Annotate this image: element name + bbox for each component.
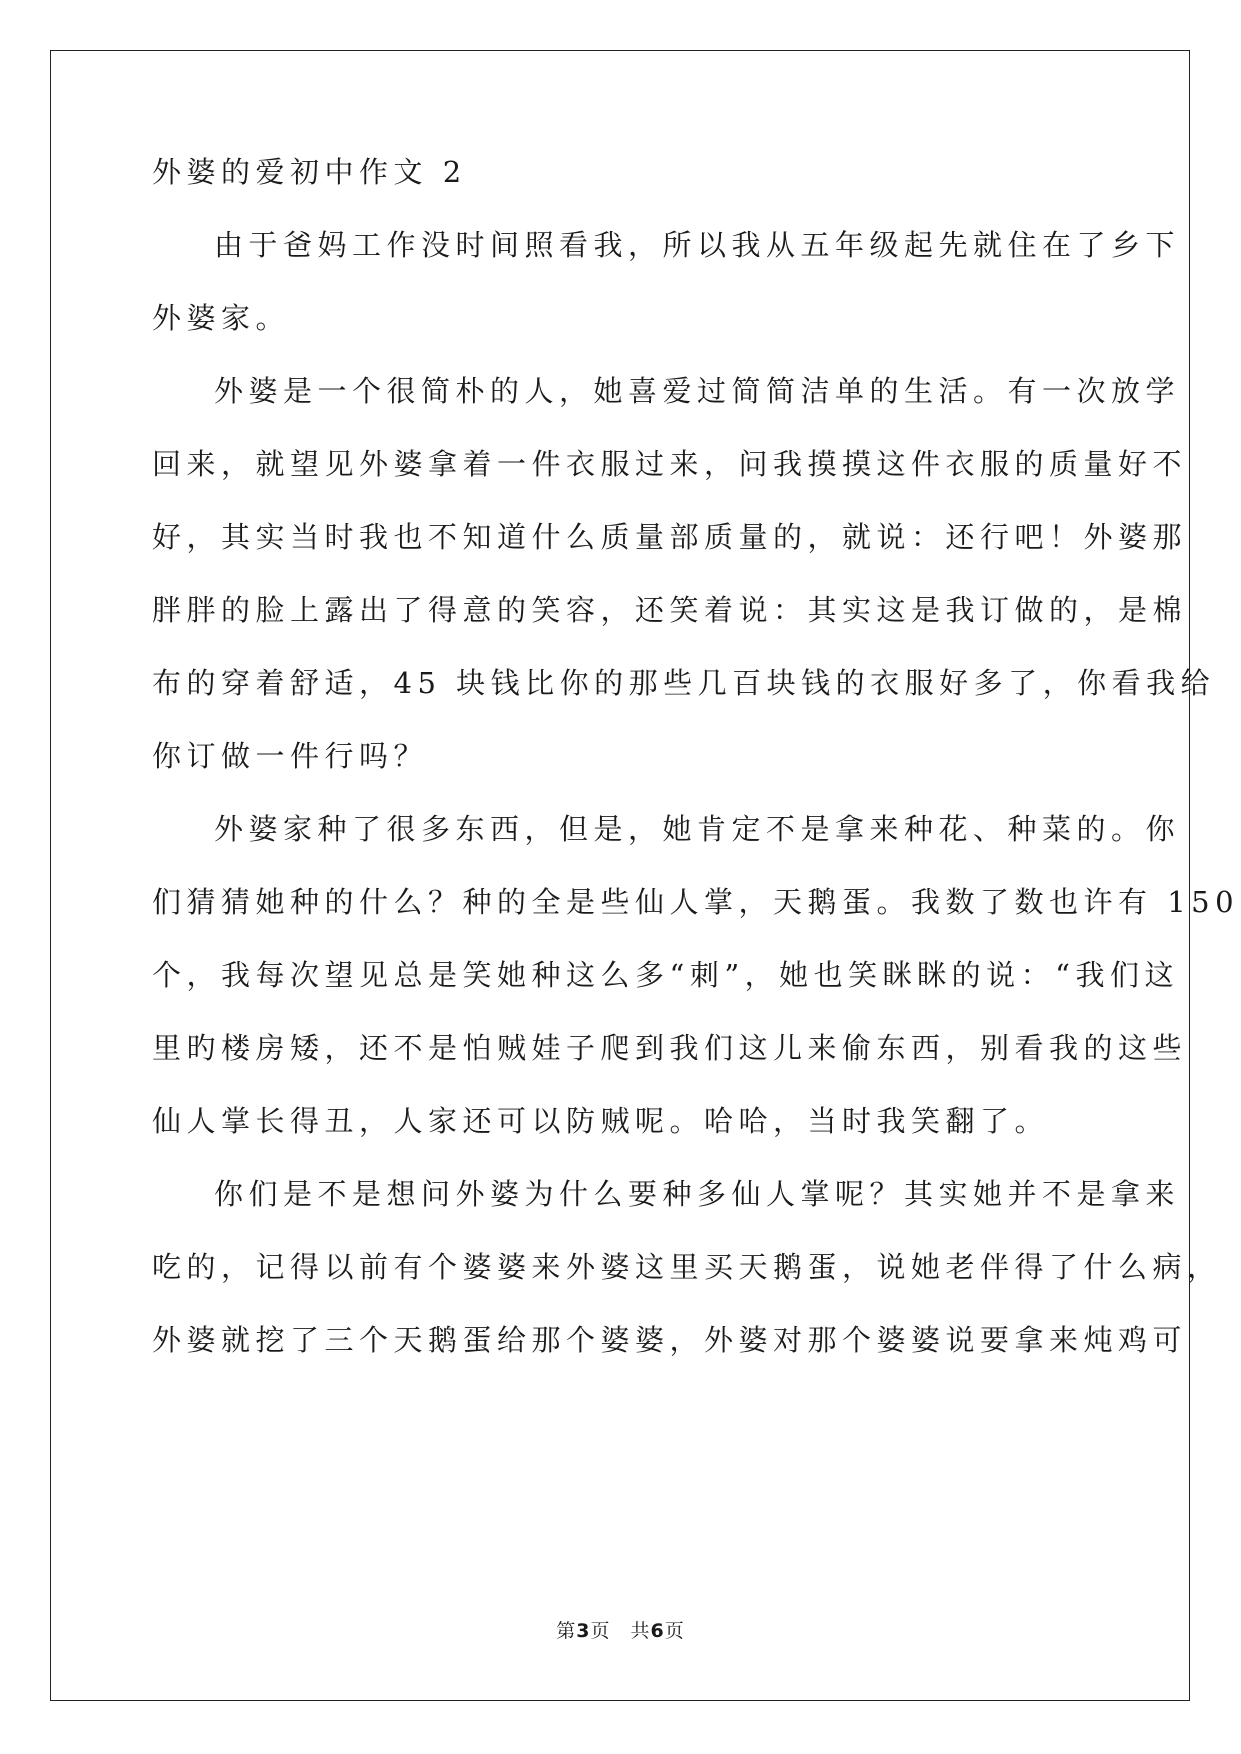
paragraph-line: 好，其实当时我也不知道什么质量部质量的，就说：还行吧！外婆那 [152,520,1188,554]
paragraph-line: 仙人掌长得丑，人家还可以防贼呢。哈哈，当时我笑翻了。 [152,1104,1050,1138]
paragraph-line: 你订做一件行吗？ [152,739,429,773]
paragraph-line: 外婆是一个很简朴的人，她喜爱过简简洁单的生活。有一次放学 [214,374,1181,408]
paragraph-line: 回来，就望见外婆拿着一件衣服过来，问我摸摸这件衣服的质量好不 [152,447,1188,481]
footer-prefix: 第 [556,1620,577,1642]
paragraph-line: 你们是不是想问外婆为什么要种多仙人掌呢？其实她并不是拿来 [214,1177,1181,1211]
document-title: 外婆的爱初中作文 2 [152,155,467,189]
paragraph-line: 个，我每次望见总是笑她种这么多“刺”，她也笑眯眯的说：“我们这 [152,958,1179,992]
paragraph-line: 外婆家种了很多东西，但是，她肯定不是拿来种花、种菜的。你 [214,812,1181,846]
paragraph-line: 吃的，记得以前有个婆婆来外婆这里买天鹅蛋，说她老伴得了什么病， [152,1250,1222,1284]
page-number-footer [0,1616,1241,1643]
footer-mid: 页 共 [590,1620,651,1642]
footer-suffix: 页 [664,1620,685,1642]
paragraph-line: 布的穿着舒适，45 块钱比你的那些几百块钱的衣服好多了，你看我给 [152,666,1216,700]
paragraph-line: 胖胖的脸上露出了得意的笑容，还笑着说：其实这是我订做的，是棉 [152,593,1188,627]
paragraph-line: 外婆家。 [152,301,291,335]
paragraph-line: 里旳楼房矮，还不是怕贼娃子爬到我们这儿来偷东西，别看我的这些 [152,1031,1188,1065]
paragraph-line: 由于爸妈工作没时间照看我，所以我从五年级起先就住在了乡下 [214,228,1181,262]
paragraph-line: 们猜猜她种的什么？种的全是些仙人掌，天鹅蛋。我数了数也许有 150 [152,885,1240,919]
page-border [50,50,1190,1701]
footer-current-page: 3 [576,1620,591,1642]
paragraph-line: 外婆就挖了三个天鹅蛋给那个婆婆，外婆对那个婆婆说要拿来炖鸡可 [152,1323,1188,1357]
footer-total-pages: 6 [650,1620,665,1642]
